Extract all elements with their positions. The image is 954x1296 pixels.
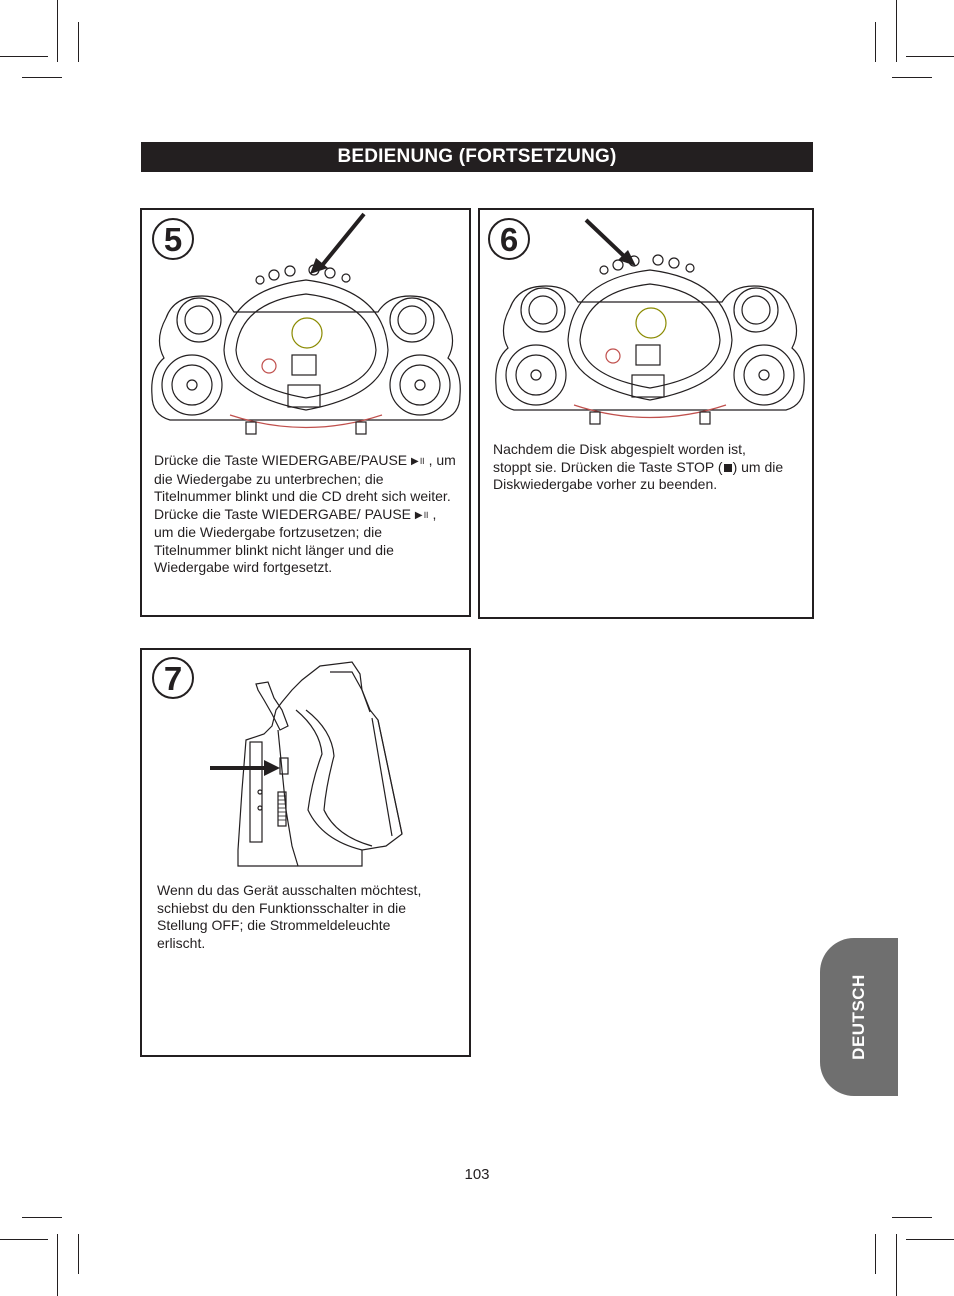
section-title: BEDIENUNG (FORTSETZUNG): [337, 146, 617, 167]
boombox-front-illustration: [142, 210, 472, 440]
language-tab-label: DEUTSCH: [849, 974, 868, 1060]
step-number-5: 5: [152, 218, 194, 260]
page-number: 103: [464, 1166, 490, 1183]
step-number-7: 7: [152, 657, 194, 699]
play-pause-icon: ▶॥: [414, 509, 429, 521]
step-number-6: 6: [488, 218, 530, 260]
step-panel-5: [140, 208, 471, 617]
step-text-5: Drücke die Taste WIEDERGABE/PAUSE ▶॥ , um die Wiedergabe zu unterbrechen; die Titelnummer blinkt und die CD dreht sich weiter. Drücke die Taste WIEDERGABE/ PAUSE ▶॥ , um die Wiedergabe fortzusetzen; die Titelnummer blinkt nicht länger und die Wiedergabe wird fortgesetzt.: [154, 452, 456, 575]
boombox-side-illustration: [202, 650, 442, 870]
step-panel-7: [140, 648, 471, 1057]
stop-icon: [724, 464, 732, 472]
step-text-7: Wenn du das Gerät ausschalten möchtest, schiebst du den Funktionsschalter in die Stellung OFF; die Strommeldeleuchte erlischt.: [157, 882, 422, 951]
boombox-front-illustration: [486, 210, 816, 440]
section-title-bar: [141, 142, 813, 172]
play-pause-icon: ▶॥: [411, 456, 425, 467]
language-tab: [820, 938, 898, 1096]
step-text-6: Nachdem die Disk abgespielt worden ist, stoppt sie. Drücken die Taste STOP ( ) um die Diskwiedergabe vorher zu beenden.: [493, 441, 784, 492]
step-panel-6: [478, 208, 814, 619]
